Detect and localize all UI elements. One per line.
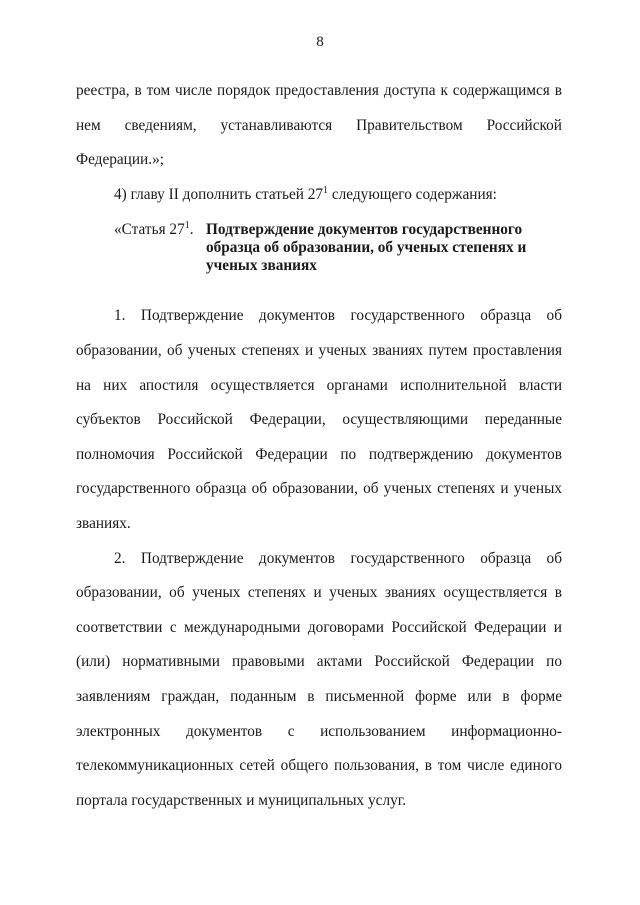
article-heading-wrap (76, 212, 562, 275)
article-label-suffix: . (189, 221, 194, 239)
item-4-superscript: 1 (323, 184, 329, 196)
article-heading (76, 221, 562, 275)
article-label (114, 221, 206, 275)
paragraph-2: 2. Подтверждение документов государственного образца об образовании, об ученых степенях и ученых званиях осуществляется в соответствии с международными договорами Российской Федерации и (или) нормативными правовыми актами Российской Федерации по заявлениям граждан, поданным в письменной форме или в форме электронных документов с использованием информационно-телекоммуникационных сетей общего пользования, в том числе единого портала государственных и муниципальных услуг. (76, 549, 562, 809)
item-4-text-suffix: следующего содержания: (328, 185, 497, 203)
paragraph-1: 1. Подтверждение документов государственного образца об образовании, об ученых степенях и ученых званиях путем проставления на них апостиля осуществляется органами исполнительной власти субъектов Российской Федерации, осуществляющими переданные полномочия Российской Федерации по подтверждению документов государственного образца об образовании, об ученых степенях и ученых званиях. (76, 307, 562, 532)
page-number: 8 (316, 34, 324, 50)
article-label-prefix: «Статья 27 (114, 221, 185, 239)
document-body (76, 74, 562, 818)
item-4-text-prefix: 4) главу II дополнить статьей 27 (114, 185, 324, 203)
article-label-superscript: 1 (184, 220, 190, 232)
article-title: Подтверждение документов государственного образца об образовании, об ученых степенях и ученых званиях (206, 221, 527, 275)
paragraph-intro-continuation: реестра, в том числе порядок предоставления доступа к содержащимся в нем сведениям, устанавливаются Правительством Российской Федерации.»; (76, 82, 562, 169)
paragraph-item-4 (76, 178, 562, 213)
